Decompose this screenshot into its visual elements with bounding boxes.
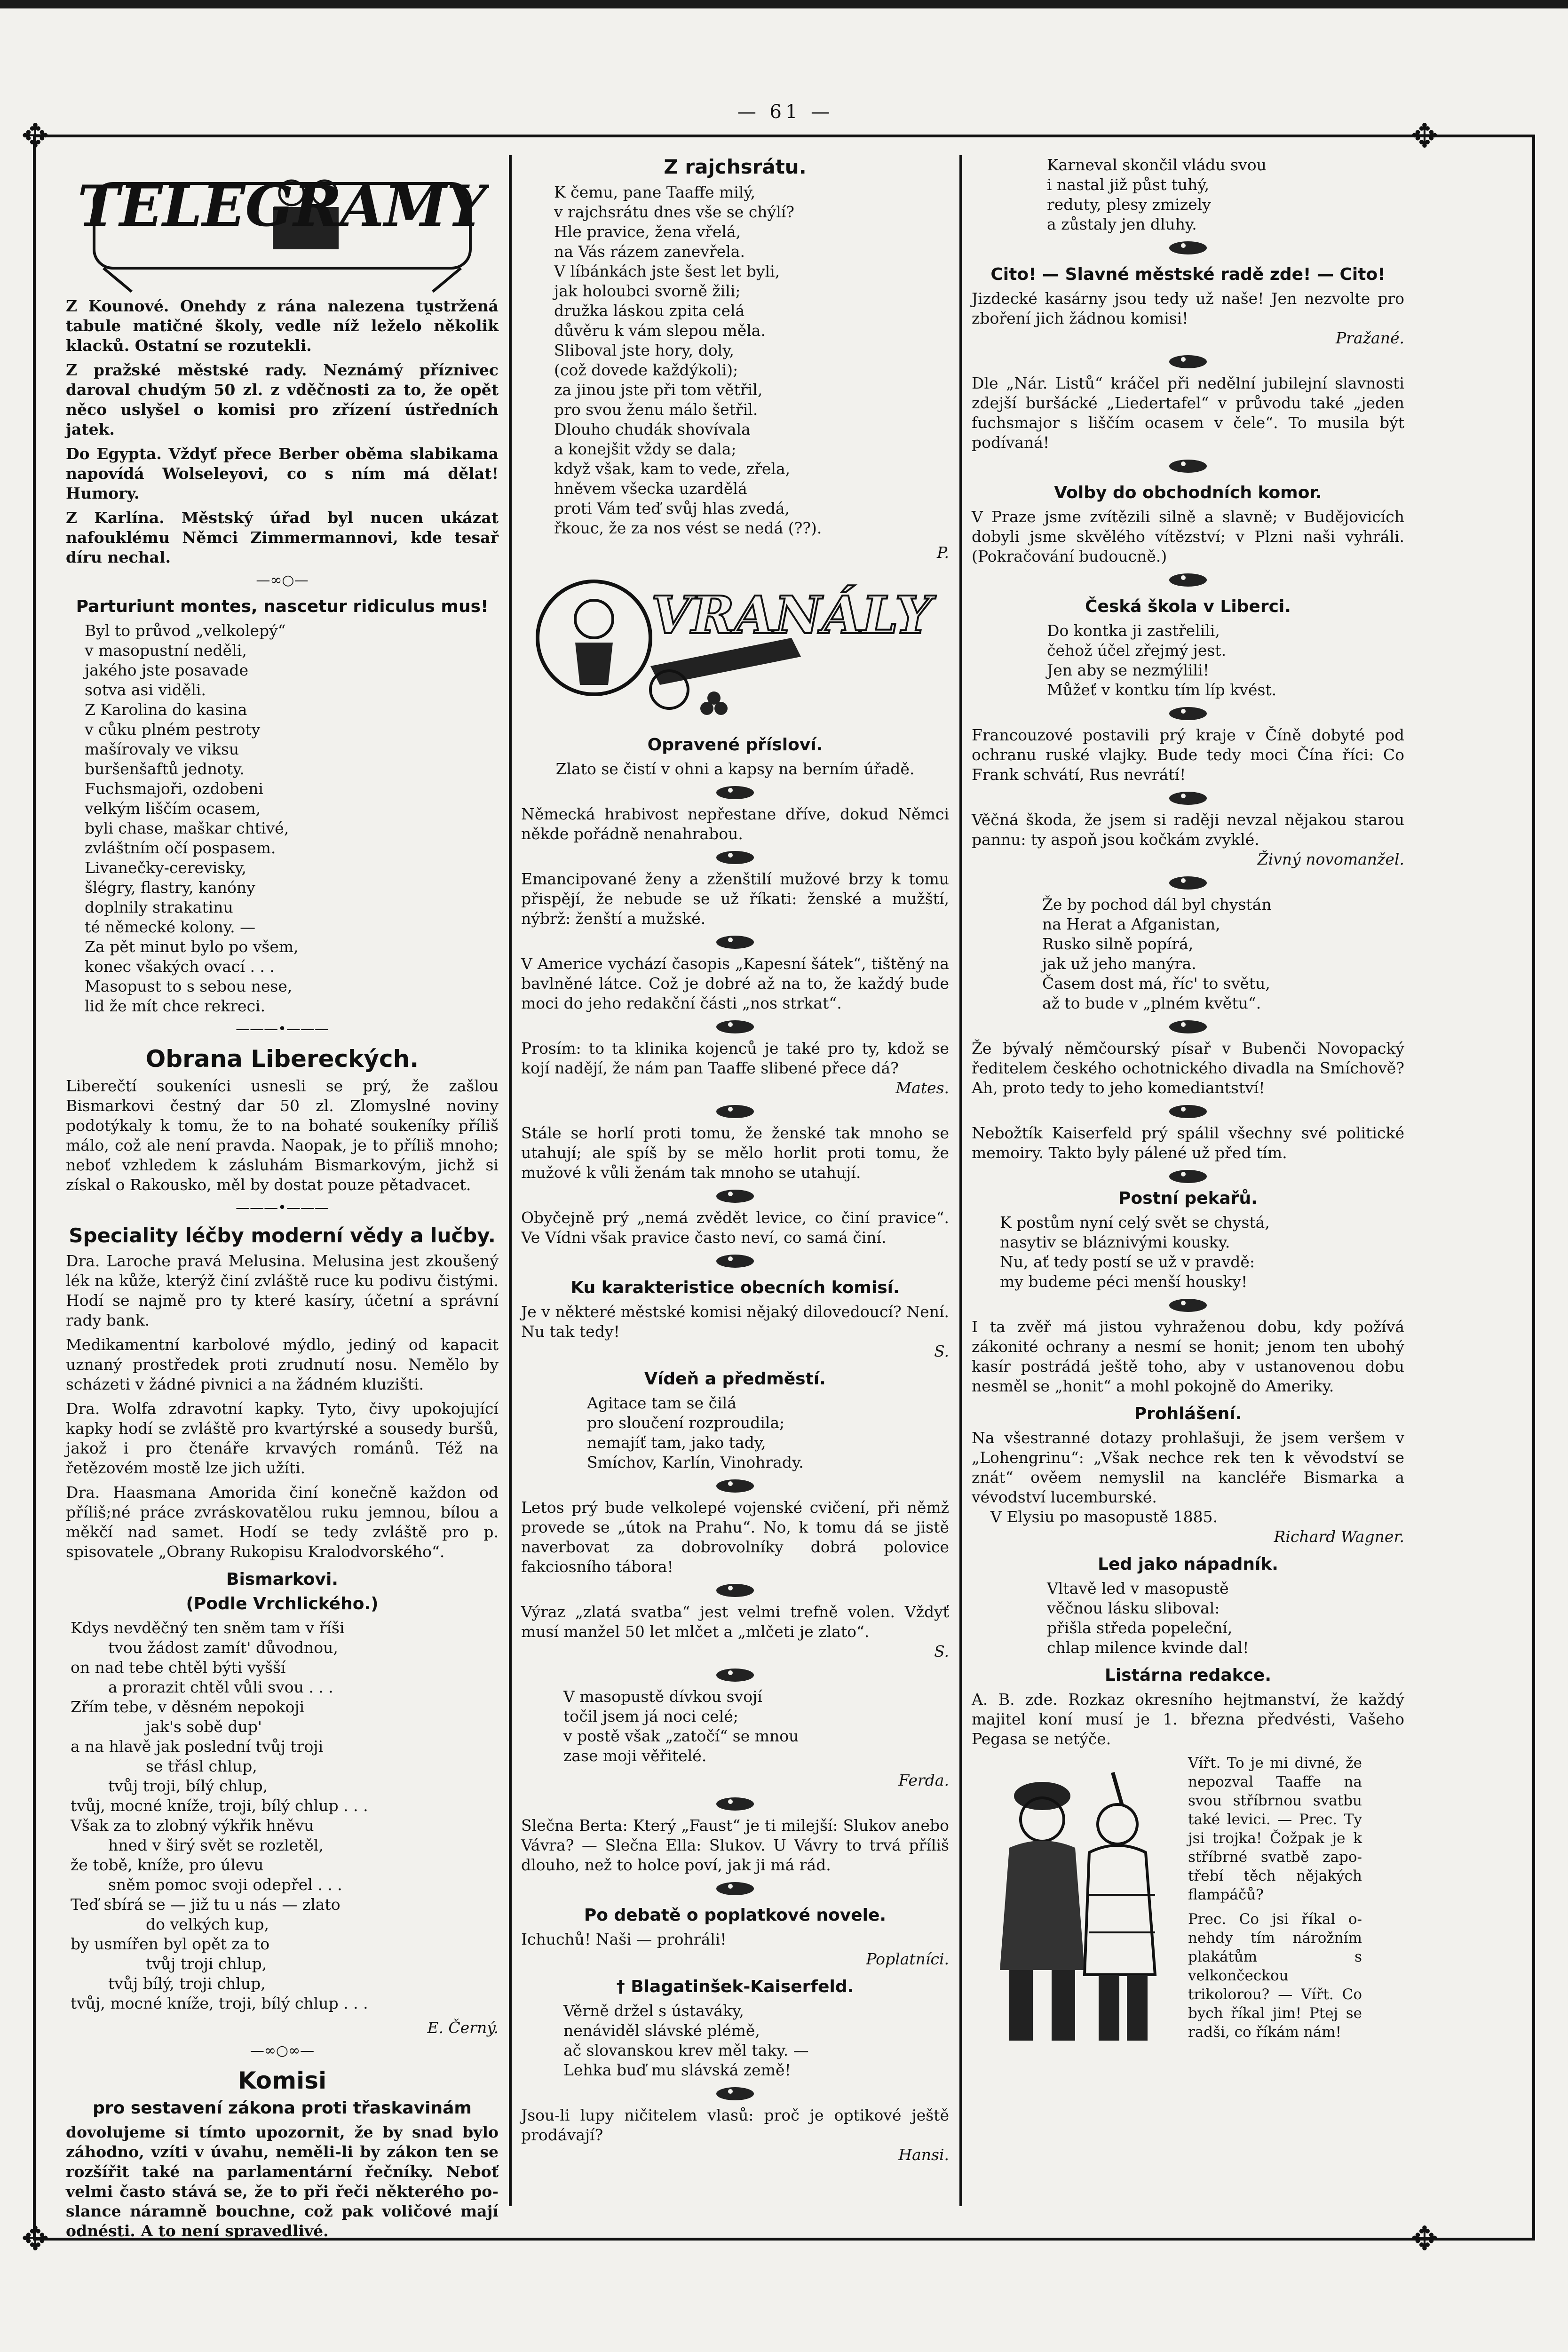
vignette-icon (712, 1103, 759, 1120)
heading-blagatinsek: † Blagatinšek-Kaiserfeld. (616, 1977, 854, 1996)
vignette-icon (1164, 1018, 1212, 1036)
vranaly-item: Obyčejně prý „nemá zvědět levice, co činí pravice“. Ve Vídni však pravice často neví, co samá činí. (521, 1208, 949, 1247)
article-vecna: Věčná škoda, že jsem si raději nevzal nějakou starou pannu: ty aspoň jsou kočkám zvyklé. (972, 810, 1404, 849)
poem-line: přišla středa popeleční, (1047, 1619, 1233, 1637)
poem-line: jak holoubci svorně žili; (554, 282, 741, 300)
frame-right (1532, 135, 1535, 2241)
column-rule (509, 155, 512, 2206)
poem-line: reduty, plesy zmizely (1047, 195, 1211, 214)
poem-line: hned v širý svět se rozletěl, (108, 1836, 324, 1854)
scan-top-edge (0, 0, 1568, 8)
poem-line: jakého jste posavade (85, 661, 249, 679)
heading-komisi: Komisi (238, 2067, 327, 2094)
vranaly-item: Německá hrabivost nepřestane dříve, dokud Němci někde pořádně nenahrabou. (521, 805, 949, 843)
corner-ornament-icon: ✥ (1410, 117, 1439, 155)
poem-line: Časem dost má, říc' to světu, (1042, 974, 1270, 993)
poem-line: tvůj, mocné kníže, troji, bílý chlup . . . (71, 1796, 368, 1815)
poem-line: řkouc, že za nos vést se nedá (??). (554, 519, 822, 537)
signature: Mates. (895, 1079, 949, 1097)
poem-blagatinsek (563, 2001, 949, 2080)
poem-line: čehož účel zřejmý jest. (1047, 641, 1227, 660)
heading-viden: Vídeň a předměstí. (644, 1369, 826, 1389)
vranaly-item: Stále se horlí proti tomu, že ženské tak mnoho se utahují; ale spíš by se mělo horlit proti tomu, že mužové k vůli ženám tak mnoho se utahují. (521, 1124, 949, 1182)
vranaly-item: Letos prý bude velkolepé vojenské cvičení, při němž provede se „útok na Prahu“. No, k tomu dá se jistě naverbovat za dobrovolníky dobrá polovice fakciosního tábora! (521, 1498, 949, 1576)
poem-line: nemajíť tam, jako tady, (587, 1433, 766, 1452)
article-speciality: Dra. Haasmana Amorida činí konečně každon od příliš;né práce zvráskovatělou ruku jemnou, bílou a měkčí nad samet. Hodí se tedy zvláště pro p. spisovatele „Obrany Rukopisu Kralodvorského“. (66, 1483, 499, 1561)
poem-line: Však za to zlobný výkřik hněvu (71, 1816, 314, 1835)
column-2 (521, 155, 949, 2169)
article-pisar: Že bývalý němčourský písař v Bubenči Novopacký ředitelem českého ochotnického divadla na Smíchově? Ah, proto tedy to jeho komediantství! (972, 1039, 1404, 1097)
article-zver: I ta zvěř má jistou vyhraženou dobu, kdy požívá zákonité ochrany a nesmí se honit; jenom ten ubohý kasír postrádá ještě toho, aby v ustanovenou dobu nesměl se „honit“ a mohl pokojně do Ameriky. (972, 1318, 1404, 1395)
article-volby: V Praze jsme zvítězili silně a slavně; v Budějovicích dobyli jsme skvělého vítězství; v Plzni naši vyhráli. (Pokračování budoucně.) (972, 508, 1404, 565)
vignette-icon (1164, 1168, 1212, 1185)
poem-line: Věrně držel s ústaváky, (563, 2002, 744, 2020)
vignette-icon (712, 1252, 759, 1270)
article-opravene: Zlato se čistí v ohni a kapsy na berním úřadě. (555, 760, 915, 778)
page-number: — 61 — (737, 101, 834, 123)
signature: P. (936, 543, 949, 562)
poem-skola (1047, 621, 1404, 700)
article-speciality: Dra. Wolfa zdravotní kapky. Tyto, čivy upokojující kapky hodí se zvláště pro kvartýrské a sousedy buršů, jakož i pro čtenáře krvavých románů. Též na řetězovém mostě lze jich užíti. (66, 1399, 499, 1477)
poem-line: jak už jeho manýra. (1042, 954, 1196, 973)
vignette-icon (1164, 457, 1212, 475)
article-komisi: dovolujeme si tímto upozornit, že by snad bylo záhodno, vzíti v úvahu, neměli-li by zákon ten se rozšířit také na parlamentární řečníky. Neboť velmi často stává se, že to při řeči některého poslance náramně bouchne, což pak voličové mají odnésti. A to není spravedlivé. (66, 2123, 499, 2240)
poem-line: a na hlavě jak poslední tvůj troji (71, 1737, 324, 1756)
heading-listarna: Listárna redakce. (1104, 1666, 1272, 1685)
poem-line: velkým liščím ocasem, (85, 799, 261, 818)
poem-line: K postům nyní celý svět se chystá, (1000, 1213, 1270, 1232)
article-francouzove: Francouzové postavili prý kraje v Číně dobyté pod ochranu ruské vlajky. Bude tedy moci Čína říci: Co Frank schvátí, Rus nevrátí! (972, 726, 1404, 784)
poem-line: Byl to průvod „velkolepý“ (85, 621, 286, 640)
corner-ornament-icon: ✥ (21, 117, 49, 155)
poem-line: Nu, ať tedy postí se už v pravdě: (1000, 1253, 1255, 1271)
vranaly-item: Jsou-li lupy ničitelem vlasů: proč je optikové ještě prodávají? (521, 2106, 949, 2144)
separator: ———•——— (236, 1021, 329, 1037)
poem-line: K čemu, pane Taaffe milý, (554, 183, 756, 201)
poem-line: sotva asi viděli. (85, 681, 206, 699)
poem-line: v cůku plném pestroty (85, 720, 261, 739)
poem-line: v postě však „zatočí“ se mnou (563, 1727, 799, 1745)
signature: Pražané. (1336, 329, 1404, 347)
poem-line: tvou žádost zamít' důvodnou, (108, 1638, 338, 1657)
poem-line: za jinou jste při tom větřil, (554, 381, 763, 399)
signature: S. (934, 1342, 949, 1360)
vranaly-item: Slečna Berta: Který „Faust“ je ti milejší: Slukov anebo Vávra? — Slečna Ella: Slukov. U Vávry to trvá příliš dlouho, než to holce poví, jak ji má rád. (521, 1816, 949, 1874)
poem-line: i nastal již půst tuhý, (1047, 175, 1210, 194)
poem-line: lid že mít chce rekreci. (85, 997, 266, 1015)
heading-debata: Po debatě o poplatkové novele. (584, 1906, 887, 1925)
heading-bismarkovi: Bismarkovi. (226, 1570, 338, 1589)
signature: Hansi. (898, 2145, 949, 2164)
vranaly-item: Výraz „zlatá svatba“ jest velmi trefně volen. Vždyť musí manžel 50 let mlčet a „mlčeti je zlato“. (521, 1603, 949, 1641)
poem-line: se třásl chlup, (146, 1757, 257, 1775)
poem-postni (1000, 1213, 1404, 1292)
vignette-icon (712, 1880, 759, 1898)
poem-line: tvůj, mocné kníže, troji, bílý chlup . . . (71, 1994, 368, 2012)
cartoon-dialogue (1188, 1754, 1362, 2047)
column-rule (959, 155, 962, 2206)
poem-line: Sliboval jste hory, doly, (554, 341, 734, 359)
poem-line: do velkých kup, (146, 1915, 269, 1933)
vignette-icon (1164, 239, 1212, 257)
telegram-item: Z Kounové. Onehdy z rána nalezena tu̯stržená tabule matičné školy, vedle níž leželo několik klacků. Ostatní se rozutekli. (66, 297, 499, 355)
heading-led: Led jako nápadník. (1098, 1555, 1278, 1574)
poem-line: tvůj bílý, troji chlup, (108, 1974, 266, 1993)
poem-line: že tobě, kníže, pro úlevu (71, 1856, 264, 1874)
poem-line: pro sloučení rozproudila; (587, 1414, 785, 1432)
poem-line: Smíchov, Karlín, Vinohrady. (587, 1453, 804, 1471)
corner-ornament-icon: ✥ (1410, 2219, 1439, 2258)
poem-led (1047, 1579, 1404, 1658)
vranaly-item: Emancipované ženy a zženštilí mužové brzy k tomu přispějí, že nebude se už říkati: ženské a mužští, nýbrž: ženští a mužské. (521, 870, 949, 928)
poem-line: doplnily strakatinu (85, 898, 233, 916)
vignette-icon (712, 1477, 759, 1495)
poem-line: Teď sbírá se — již tu u nás — zlato (71, 1895, 341, 1914)
poem-bismarkovi (71, 1618, 499, 2013)
heading-opravene: Opravené přísloví. (647, 735, 823, 755)
vignette-icon (1164, 1103, 1212, 1120)
heading-rajchsrat: Z rajchsrátu. (664, 155, 807, 178)
poem-line: Za pět minut bylo po všem, (85, 938, 299, 956)
poem-line: a zůstaly jen dluhy. (1047, 215, 1197, 233)
poem-line: zase moji věřitelé. (563, 1747, 707, 1765)
telegramy-title: TELEGRAMY (77, 173, 487, 239)
vignette-icon (712, 784, 759, 802)
poem-karneval (1047, 155, 1404, 234)
heading-cito: Cito! — Slavné městské radě zde! — Cito! (990, 265, 1386, 284)
poem-line: Dlouho chudák shovívala (554, 420, 751, 438)
poem-line: (což dovede každýkoli); (554, 361, 738, 379)
poem-viden (587, 1393, 949, 1472)
poem-line: Rusko silně popírá, (1042, 935, 1194, 953)
frame-left (33, 135, 36, 2241)
poem-line: zvláštním očí pospasem. (85, 839, 276, 857)
poem-line: a konejšit vždy se dala; (554, 440, 736, 458)
vignette-icon (712, 1795, 759, 1813)
vranaly-item: Prosím: to ta klinika kojenců je také pro ty, kdož se kojí nadějí, že nám pan Taaffe slibené přece dá? (521, 1039, 949, 1077)
poem-line: Fuchsmajoři, ozdobeni (85, 779, 263, 798)
signature: Živný novomanžel. (1257, 850, 1404, 868)
telegram-item: Z Karlína. Městský úřad byl nucen ukázat nafouklému Němci Zimmermannovi, kde tesař díru nechal. (66, 509, 499, 566)
heading-charakteristice: Ku karakteristice obecních komisí. (570, 1278, 900, 1297)
poem-line: Masopust to s sebou nese, (85, 977, 293, 995)
poem-line: V líbánkách jste šest let byli, (554, 262, 780, 280)
poem-line: na Vás rázem zanevřela. (554, 242, 745, 261)
poem-line: důvěru k vám slepou měla. (554, 321, 766, 340)
telegram-item: Do Egypta. Vždyť přece Berber oběma slabikama napovídá Wolseleyovi, co s ním má dělat! Humory. (66, 445, 499, 502)
telegramy-illustration (75, 155, 489, 296)
separator: —∞○— (256, 572, 309, 588)
poem-rajchsrat (554, 183, 949, 538)
vranaly-title: VRANÁLY (651, 585, 932, 645)
article-obrana: Liberečtí soukeníci usnesli se prý, že zašlou Bismarkovi čestný dar 50 zl. Zlomyslné noviny podotýkaly k tomu, že to na bohaté soukeníky příliš málo, což ale není pravda. Naopak, je to příliš mnoho; neboť vzhledem k zásluhám Bismarkovým, jichž si získal o Rakousko, měl by dostat pouze pětadvacet. (66, 1077, 499, 1194)
poem-line: V masopustě dívkou svojí (563, 1687, 762, 1706)
poem-line: konec všakých ovací . . . (85, 957, 275, 976)
signature: S. (934, 1642, 949, 1661)
poem-line: Že by pochod dál byl chystán (1042, 895, 1272, 914)
cartoon-illustration (972, 1754, 1179, 2055)
poem-line: Lehka buď mu slávská země! (563, 2061, 791, 2079)
vignette-icon (712, 1187, 759, 1205)
article-listu: Dle „Nár. Listů“ kráčel při nedělní jubilejní slavnosti zdejší buršácké „Liedertafel“ v průvodu také „jeden fuchsmajor s liščím ocasem v čele“. To musila být podívaná! (972, 374, 1404, 452)
heading-prohlaseni: Prohlášení. (1134, 1404, 1242, 1423)
cartoon-paragraph: Vířt. To je mi divné, že nepozval Taaffe na svou stříbrnou svatbu také levici. — Prec. Ty jsi trojka! Čožpak je k stříbrné svatbě zapotřebí těch nějakých flampáčů? (1188, 1755, 1362, 1903)
poem-line: Agitace tam se čilá (587, 1394, 736, 1412)
heading-obrana: Obrana Libereckých. (145, 1045, 419, 1073)
poem-line: on nad tebe chtěl býti vyšší (71, 1658, 286, 1677)
vignette-icon (712, 933, 759, 951)
vranaly-item: V Americe vychází časopis „Kapesní šátek“, tištěný na bavlněné látce. Což je dobré až na to, že každý bude moci do jeho redakční části „nos strkat“. (521, 954, 949, 1012)
poem-line: a prorazit chtěl vůli svou . . . (108, 1678, 333, 1696)
poem-line: pro svou ženu málo šetřil. (554, 400, 758, 419)
poem-line: Kdys nevděčný ten sněm tam v říši (71, 1619, 345, 1637)
separator: ———•——— (236, 1200, 329, 1216)
vranaly-illustration (528, 567, 942, 727)
poem-line: hněvem všecka uzardělá (554, 479, 747, 498)
telegram-item: Z pražské městské rady. Neznámý příznivec daroval chudým 50 zl. z vděčnosti za to, že opět něco uslyšel o komisi pro zřízení ústředních jatek. (66, 361, 499, 438)
poem-line: jak's sobě dup' (146, 1717, 262, 1736)
poem-line: Do kontka ji zastřelili, (1047, 621, 1220, 640)
vignette-icon (1164, 353, 1212, 371)
signature: Poplatníci. (866, 1950, 949, 1968)
vignette-icon (712, 1581, 759, 1599)
cartoon-paragraph: Prec. Co jsi říkal onehdy tím nárožním plakátům s velkončeckou trikolorou? — Vířt. Co bych říkal jim! Ptej se radši, co říkám nám! (1188, 1911, 1362, 2041)
signature: Richard Wagner. (1274, 1527, 1404, 1546)
poem-line: mašírovaly ve viksu (85, 740, 239, 758)
heading-skola: Česká škola v Liberci. (1085, 597, 1291, 616)
article-kaiserfeld: Nebožtík Kaiserfeld prý spálil všechny své politické memoiry. Takto byly pálené už před tím. (972, 1124, 1404, 1162)
poem-line: Z Karolina do kasina (85, 700, 247, 719)
article-cito: Jizdecké kasárny jsou tedy už naše! Jen nezvolte pro zboření jich žádnou komisi! (972, 289, 1404, 327)
poem-line: Vltavě led v masopustě (1047, 1579, 1229, 1597)
column-1 (66, 155, 499, 2246)
cartoon (972, 1754, 1404, 2055)
poem-line: buršenšaftů jednoty. (85, 760, 245, 778)
frame-top (33, 135, 1535, 137)
column-3 (972, 155, 1404, 2055)
poem-line: ač slovanskou krev měl taky. — (563, 2041, 809, 2059)
poem-line: my budeme péci menší housky! (1000, 1272, 1248, 1291)
signature: Ferda. (898, 1771, 949, 1789)
article-debata: Ichuchů! Naši — prohráli! (521, 1930, 727, 1948)
heading-parturiunt: Parturiunt montes, nascetur ridiculus mus! (76, 597, 489, 616)
vignette-icon (1164, 705, 1212, 723)
poem-line: na Herat a Afganistan, (1042, 915, 1220, 933)
poem-line: šlégry, flastry, kanóny (85, 878, 255, 897)
corner-ornament-icon: ✥ (21, 2219, 49, 2258)
poem-line: Můžeť v kontku tím líp kvést. (1047, 681, 1277, 699)
poem-line: v masopustní neděli, (85, 641, 247, 660)
article-prohlaseni: Na všestranné dotazy prohlašuji, že jsem veršem v „Lohengrinu“: „Však nechce rek ten k věvodství se znát“ ověem nemyslil na kancléře Bismarka a vévodství lucemburské. (972, 1429, 1404, 1506)
poem-parturiunt (85, 621, 499, 1016)
poem-line: Karneval skončil vládu svou (1047, 156, 1267, 174)
article-speciality: Medikamentní karbolové mýdlo, jediný od kapacit uznaný prostředek proti zrudnutí nosu. Nemělo by scházeti v žádné pivnici a na žádném kluzišti. (66, 1335, 499, 1393)
poem-line: proti Vám teď svůj hlas zvedá, (554, 499, 790, 517)
subheading-bismarkovi: (Podle Vrchlického.) (186, 1594, 379, 1613)
poem-line: Zřím tebe, v děsném nepokoji (71, 1698, 305, 1716)
poem-line: Jen aby se nezmýlili! (1047, 661, 1209, 679)
vignette-icon (712, 2085, 759, 2103)
vignette-icon (712, 1666, 759, 1684)
poem-line: točil jsem já noci celé; (563, 1707, 738, 1725)
poem-line: věčnou lásku sliboval: (1047, 1599, 1220, 1617)
poem-line: nasytiv se bláznivými kousky. (1000, 1233, 1230, 1251)
vignette-icon (1164, 1296, 1212, 1314)
poem-line: chlap milence kvinde dal! (1047, 1638, 1249, 1657)
poem-line: tvůj troji, bílý chlup, (108, 1777, 268, 1795)
prohlaseni-place: V Elysiu po masopustě 1885. (990, 1508, 1218, 1526)
poem-line: byli chase, maškar chtivé, (85, 819, 289, 837)
poem-line: v rajchsrátu dnes vše se chýlí? (554, 203, 795, 221)
poem-line: až to bude v „plném květu“. (1042, 994, 1261, 1012)
article-listarna: A. B. zde. Rozkaz okresního hejtmanství, že každý majitel koní musí je 1. března předvésti, Vašeho Pegasa se netýče. (972, 1690, 1404, 1748)
poem-line: tvůj troji chlup, (146, 1955, 267, 1973)
article-speciality: Dra. Laroche pravá Melusina. Melusina jest zkoušený lék na kůže, kterýž činí zvláště ruce ku podivu čistými. Hodí se najmě pro ty které kasíry, účetní a správní rady bank. (66, 1252, 499, 1329)
vignette-icon (1164, 571, 1212, 589)
poem-masopust (563, 1687, 949, 1766)
heading-speciality: Speciality léčby moderní vědy a lučby. (69, 1224, 496, 1247)
article-charakteristice: Je v některé městské komisi nějaký dilovedoucí? Není. Nu tak tedy! (521, 1303, 949, 1341)
vignette-icon (1164, 789, 1212, 807)
poem-line: Hle pravice, žena vřelá, (554, 222, 741, 241)
poem-line: nenáviděl slávské plémě, (563, 2021, 760, 2040)
poem-pochod (1042, 895, 1404, 1013)
poem-line: sněm pomoc svoji odepřel . . . (108, 1875, 342, 1894)
separator: —∞○∞— (250, 2042, 315, 2059)
subheading-komisi: pro sestavení zákona proti třaskavinám (93, 2098, 472, 2118)
poem-line: družka láskou zpita celá (554, 302, 745, 320)
heading-postni: Postní pekařů. (1118, 1189, 1258, 1208)
poem-line: té německé kolony. — (85, 918, 256, 936)
poem-line: by usmířen byl opět za to (71, 1935, 270, 1953)
vignette-icon (712, 1018, 759, 1036)
poem-line: když však, kam to vede, zřela, (554, 460, 791, 478)
poem-line: Livanečky-cerevisky, (85, 858, 247, 877)
signature: E. Černý. (427, 2018, 499, 2037)
vignette-icon (712, 849, 759, 866)
vignette-icon (1164, 874, 1212, 892)
heading-volby: Volby do obchodních komor. (1054, 483, 1322, 502)
